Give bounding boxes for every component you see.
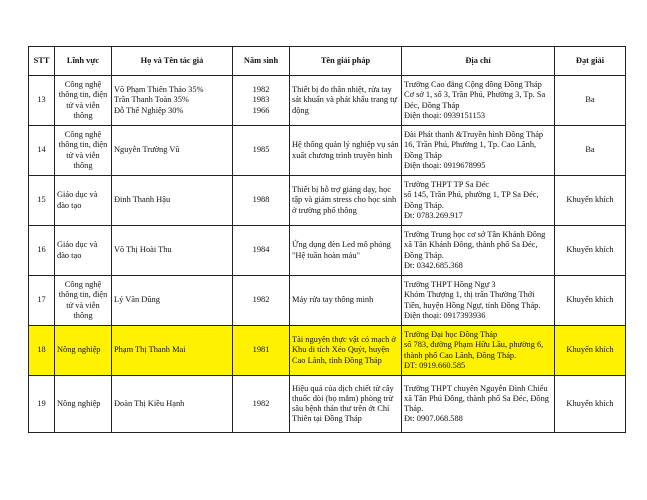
cell-stt: 16 bbox=[29, 226, 55, 276]
table-row bbox=[29, 276, 626, 326]
table-row bbox=[29, 176, 626, 226]
table-row bbox=[29, 376, 626, 433]
awards-table bbox=[28, 46, 626, 433]
header-field: Lĩnh vực bbox=[55, 47, 112, 76]
cell-field: Giáo dục và đào tạo bbox=[55, 176, 112, 226]
cell-field: Công nghệ thông tin, điện tử và viễn thông bbox=[55, 126, 112, 176]
cell-stt: 15 bbox=[29, 176, 55, 226]
header-award: Đạt giải bbox=[555, 47, 626, 76]
cell-award: Khuyến khích bbox=[555, 276, 626, 326]
header-stt: STT bbox=[29, 47, 55, 76]
cell-authors: Lý Văn Dũng bbox=[112, 276, 233, 326]
cell-field: Giáo dục và đào tạo bbox=[55, 226, 112, 276]
header-address: Địa chỉ bbox=[402, 47, 555, 76]
cell-birth-year: 1984 bbox=[233, 226, 290, 276]
cell-stt: 14 bbox=[29, 126, 55, 176]
cell-authors: Võ Thị Hoài Thu bbox=[112, 226, 233, 276]
cell-birth-year: 1982 bbox=[233, 276, 290, 326]
header-solution: Tên giải pháp bbox=[290, 47, 402, 76]
cell-field: Nông nghiệp bbox=[55, 326, 112, 376]
cell-stt: 19 bbox=[29, 376, 55, 433]
cell-address: Trường Đại học Đồng Tháp số 783, đường Phạm Hữu Lầu, phường 6, thành phố Cao Lãnh, Đồng Tháp. ĐT: 0919.660.585 bbox=[402, 326, 555, 376]
cell-authors: Đoàn Thị Kiều Hạnh bbox=[112, 376, 233, 433]
cell-authors: Nguyễn Trường Vũ bbox=[112, 126, 233, 176]
table-row-highlighted bbox=[29, 326, 626, 376]
cell-stt: 13 bbox=[29, 76, 55, 126]
cell-authors: Phạm Thị Thanh Mai bbox=[112, 326, 233, 376]
cell-address: Đài Phát thanh &Truyền hình Đồng Tháp 16, Trần Phú, Phường 1, Tp. Cao Lãnh, Đồng Tháp Điện thoại: 0919678995 bbox=[402, 126, 555, 176]
cell-award: Khuyến khích bbox=[555, 326, 626, 376]
cell-award: Khuyến khích bbox=[555, 226, 626, 276]
cell-authors: Võ Phạm Thiên Thảo 35% Trần Thanh Toàn 35% Đỗ Thế Nghiệp 30% bbox=[112, 76, 233, 126]
cell-field: Công nghệ thông tin, điện tử và viễn thông bbox=[55, 76, 112, 126]
cell-solution: Máy rửa tay thông minh bbox=[290, 276, 402, 326]
table-row bbox=[29, 76, 626, 126]
header-birth-year: Năm sinh bbox=[233, 47, 290, 76]
cell-address: Trường THPT chuyên Nguyễn Đình Chiểu xã Tân Phú Đông, thành phố Sa Đéc, Đồng Tháp. Đt: 0907.068.588 bbox=[402, 376, 555, 433]
cell-birth-year: 1985 bbox=[233, 126, 290, 176]
cell-birth-year: 1982 bbox=[233, 376, 290, 433]
cell-award: Khuyến khích bbox=[555, 376, 626, 433]
cell-stt: 17 bbox=[29, 276, 55, 326]
cell-solution: Ứng dụng đèn Led mô phỏng "Hệ tuần hoàn máu" bbox=[290, 226, 402, 276]
cell-solution: Hiệu quả của dịch chiết từ cây thuốc dòi (bọ mắm) phòng trừ sâu bệnh thán thư trên ớt Chỉ Thiên tại Đồng Tháp bbox=[290, 376, 402, 433]
cell-solution: Thiết bị đo thân nhiệt, rửa tay sát khuẩn và phát khẩu trang tự động bbox=[290, 76, 402, 126]
cell-birth-year: 1988 bbox=[233, 176, 290, 226]
cell-stt: 18 bbox=[29, 326, 55, 376]
cell-award: Ba bbox=[555, 126, 626, 176]
cell-field: Công nghệ thông tin, điện tử và viễn thông bbox=[55, 276, 112, 326]
cell-solution: Thiết bị hỗ trợ giảng dạy, học tập và giảm stress cho học sinh ở trường phổ thông bbox=[290, 176, 402, 226]
cell-solution: Tài nguyên thực vật có mạch ở Khu di tích Xẻo Quýt, huyện Cao Lãnh, tỉnh Đồng Tháp bbox=[290, 326, 402, 376]
cell-address: Trường Trung học cơ sở Tân Khánh Đông xã Tân Khánh Đông, thành phố Sa Đéc, Đồng Tháp. Đt: 0342.685.368 bbox=[402, 226, 555, 276]
cell-solution: Hệ thống quản lý nghiệp vụ sản xuất chương trình truyền hình bbox=[290, 126, 402, 176]
cell-birth-year: 1982 1983 1966 bbox=[233, 76, 290, 126]
cell-field: Nông nghiệp bbox=[55, 376, 112, 433]
table-header-row bbox=[29, 47, 626, 76]
cell-address: Trường Cao đẳng Cộng đồng Đồng Tháp Cơ sở 1, số 3, Trần Phú, Phường 3, Tp. Sa Đéc, Đồng Tháp Điện thoại: 0939151153 bbox=[402, 76, 555, 126]
cell-award: Ba bbox=[555, 76, 626, 126]
cell-authors: Đinh Thanh Hậu bbox=[112, 176, 233, 226]
header-authors: Họ và Tên tác giả bbox=[112, 47, 233, 76]
cell-award: Khuyến khích bbox=[555, 176, 626, 226]
cell-address: Trường THPT TP Sa Đéc số 145, Trần Phú, phường 1, TP Sa Đéc, Đồng Tháp. Đt: 0783.269.917 bbox=[402, 176, 555, 226]
cell-address: Trường THPT Hồng Ngự 3 Khóm Thượng 1, thị trấn Thường Thới Tiền, huyện Hồng Ngự, tỉnh Đồng Tháp. Điện thoại: 0917393936 bbox=[402, 276, 555, 326]
table-row bbox=[29, 126, 626, 176]
table-row bbox=[29, 226, 626, 276]
cell-birth-year: 1981 bbox=[233, 326, 290, 376]
